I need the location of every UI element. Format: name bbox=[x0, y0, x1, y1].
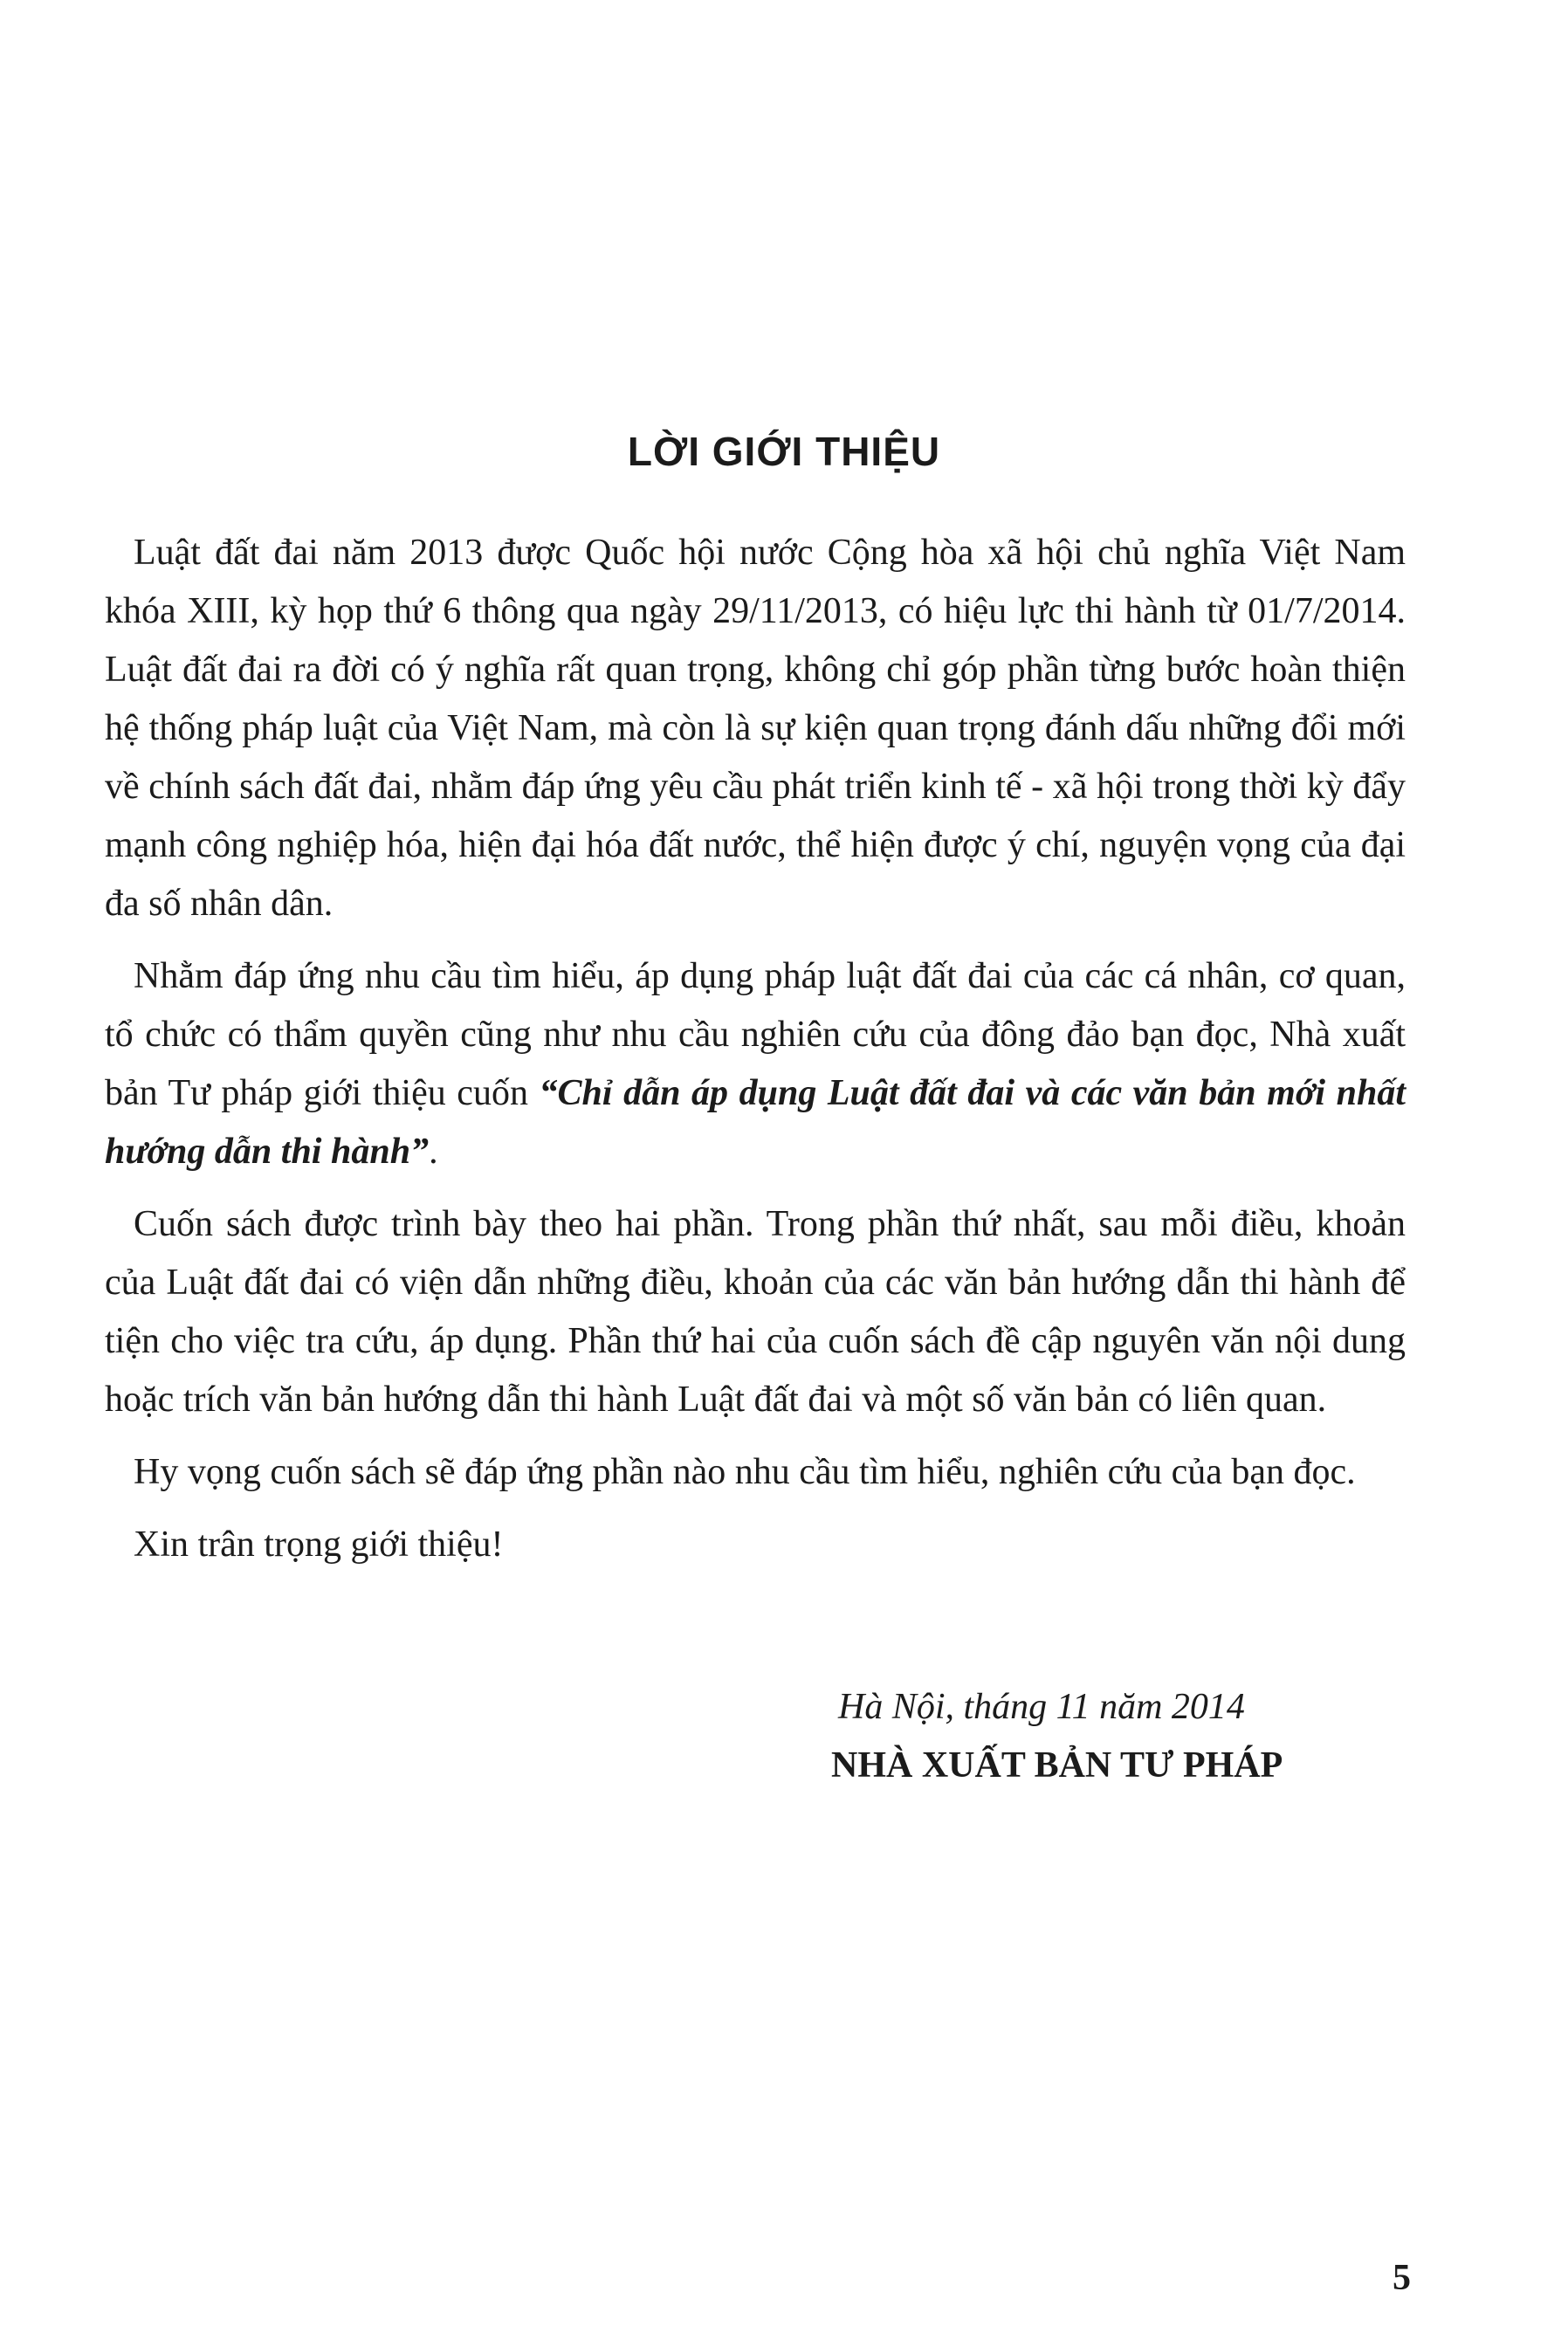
paragraph-3: Cuốn sách được trình bày theo hai phần. Trong phần thứ nhất, sau mỗi điều, khoản của Luật đất đai có viện dẫn những điều, khoản của các văn bản hướng dẫn thi hành để tiện cho việc tra cứu, áp dụng. Phần thứ hai của cuốn sách đề cập nguyên văn nội dung hoặc trích văn bản hướng dẫn thi hành Luật đất đai và một số văn bản có liên quan. bbox=[105, 1204, 1406, 1420]
closing-line: Xin trân trọng giới thiệu! bbox=[134, 1524, 504, 1565]
signature-block bbox=[831, 1678, 1449, 1795]
paragraph-2-lead: Nhằm đáp ứng nhu cầu tìm hiểu, áp dụng pháp luật đất đai của các cá nhân, cơ quan, tổ chức có thẩm quyền cũng như nhu cầu nghiên cứu của đông đảo bạn đọc, Nhà xuất bản Tư pháp giới thiệu cuốn bbox=[105, 956, 1406, 1113]
paragraph-4: Hy vọng cuốn sách sẽ đáp ứng phần nào nhu cầu tìm hiểu, nghiên cứu của bạn đọc. bbox=[134, 1452, 1356, 1492]
book-title: “Chỉ dẫn áp dụng Luật đất đai và các văn bản mới nhất hướng dẫn thi hành” bbox=[105, 1073, 1406, 1172]
publisher-name: NHÀ XUẤT BẢN TƯ PHÁP bbox=[831, 1745, 1283, 1786]
paragraph-2 bbox=[105, 947, 1406, 1181]
place-date: Hà Nội, tháng 11 năm 2014 bbox=[838, 1687, 1245, 1727]
page-title: LỜI GIỚI THIỆU bbox=[627, 429, 941, 474]
introduction-body bbox=[105, 524, 1406, 1588]
page-number: 5 bbox=[1393, 2258, 1411, 2298]
paragraph-1: Luật đất đai năm 2013 được Quốc hội nước Cộng hòa xã hội chủ nghĩa Việt Nam khóa XIII, kỳ họp thứ 6 thông qua ngày 29/11/2013, có hiệu lực thi hành từ 01/7/2014. Luật đất đai ra đời có ý nghĩa rất quan trọng, không chỉ góp phần từng bước hoàn thiện hệ thống pháp luật của Việt Nam, mà còn là sự kiện quan trọng đánh dấu những đổi mới về chính sách đất đai, nhằm đáp ứng yêu cầu phát triển kinh tế - xã hội trong thời kỳ đẩy mạnh công nghiệp hóa, hiện đại hóa đất nước, thể hiện được ý chí, nguyện vọng của đại đa số nhân dân. bbox=[105, 533, 1406, 924]
paragraph-2-end: . bbox=[429, 1132, 438, 1172]
